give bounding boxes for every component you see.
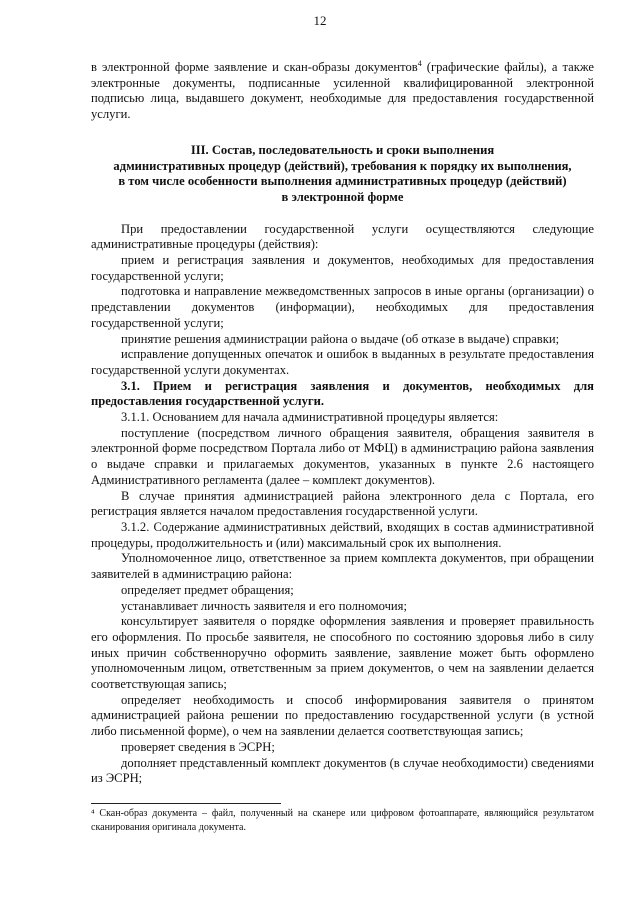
paragraph: устанавливает личность заявителя и его полномочия;	[121, 598, 407, 613]
paragraph: консультирует заявителя о порядке оформления заявления и проверяет правильность его оформления. По просьбе заявителя, не способного по состоянию здоровья либо в силу иных причин собственноручно оформить заявление, заявление может быть оформлено уполномоченным лицом, ответственным за прием документов, о чем на заявлении делается соответствующая запись;	[91, 614, 594, 692]
paragraph: подготовка и направление межведомственных запросов в иные органы (организации) о представлении документов (информации), необходимых для предоставления государственной услуги;	[91, 284, 594, 330]
paragraph: принятие решения администрации района о выдаче (об отказе в выдаче) справки;	[121, 331, 560, 346]
paragraph: определяет предмет обращения;	[121, 582, 294, 597]
footnote-divider	[91, 803, 281, 804]
section-heading	[91, 143, 594, 206]
intro-text: в электронной форме заявление и скан-образы документов	[91, 60, 418, 74]
footnote-text: ⁴ Скан-образ документа – файл, полученный на сканере или цифровом фотоаппарате, являющийся результатом сканирования оригинала документа.	[91, 808, 594, 833]
paragraph: 3.1.2. Содержание административных действий, входящих в состав административной процедуры, продолжительность и (или) максимальный срок их выполнения.	[91, 519, 594, 550]
paragraph: прием и регистрация заявления и документов, необходимых для предоставления государственной услуги;	[91, 253, 594, 283]
paragraph: проверяет сведения в ЭСРН;	[121, 739, 275, 754]
intro-paragraph	[91, 60, 594, 123]
paragraph: В случае принятия администрацией района электронного дела с Портала, его регистрация является началом предоставления государственной услуги.	[91, 488, 594, 519]
paragraph: определяет необходимость и способ информирования заявителя о принятом администрацией района решении по предоставлению государственной услуги (в устной либо письменной форме), о чем на заявлении делается соответствующая запись;	[91, 692, 594, 739]
page-number: 12	[313, 13, 327, 28]
paragraph: дополняет представленный комплект документов (в случае необходимости) сведениями из ЭСРН;	[91, 755, 594, 786]
paragraph: 3.1.1. Основанием для начала административной процедуры является:	[121, 410, 499, 425]
intro-text-rest: (графические файлы), а также электронные документы, подписанные усиленной квалифицированной электронной подписью лица, выдавшего документ, необходимые для предоставления государственной услуги.	[91, 60, 594, 122]
heading-line-1: III. Состав, последовательность и сроки выполнения	[190, 142, 495, 157]
paragraph: исправление допущенных опечаток и ошибок в выданных в результате предоставления государственной услуги документах.	[91, 347, 594, 377]
page-body	[91, 60, 594, 787]
paragraph: При предоставлении государственной услуги осуществляются следующие административные процедуры (действия):	[91, 221, 594, 252]
subsection-heading-3-1: 3.1. Прием и регистрация заявления и документов, необходимых для предоставления государственной услуги.	[91, 378, 594, 409]
footnote-ref: 4	[417, 58, 422, 68]
heading-line-2: административных процедур (действий), требования к порядку их выполнения,	[113, 158, 572, 173]
heading-line-3: в том числе особенности выполнения административных процедур (действий)	[118, 174, 567, 189]
footnote	[91, 807, 594, 834]
paragraph: поступление (посредством личного обращения заявителя, обращения заявителя в электронной форме посредством Портала либо от МФЦ) в администрацию района заявления о выдаче справки и прилагаемых документов, указанных в пункте 2.6 настоящего Административного регламента (далее – комплект документов).	[91, 425, 594, 487]
paragraph: Уполномоченное лицо, ответственное за прием комплекта документов, при обращении заявителей в администрацию района:	[91, 551, 594, 582]
heading-line-4: в электронной форме	[281, 189, 404, 204]
